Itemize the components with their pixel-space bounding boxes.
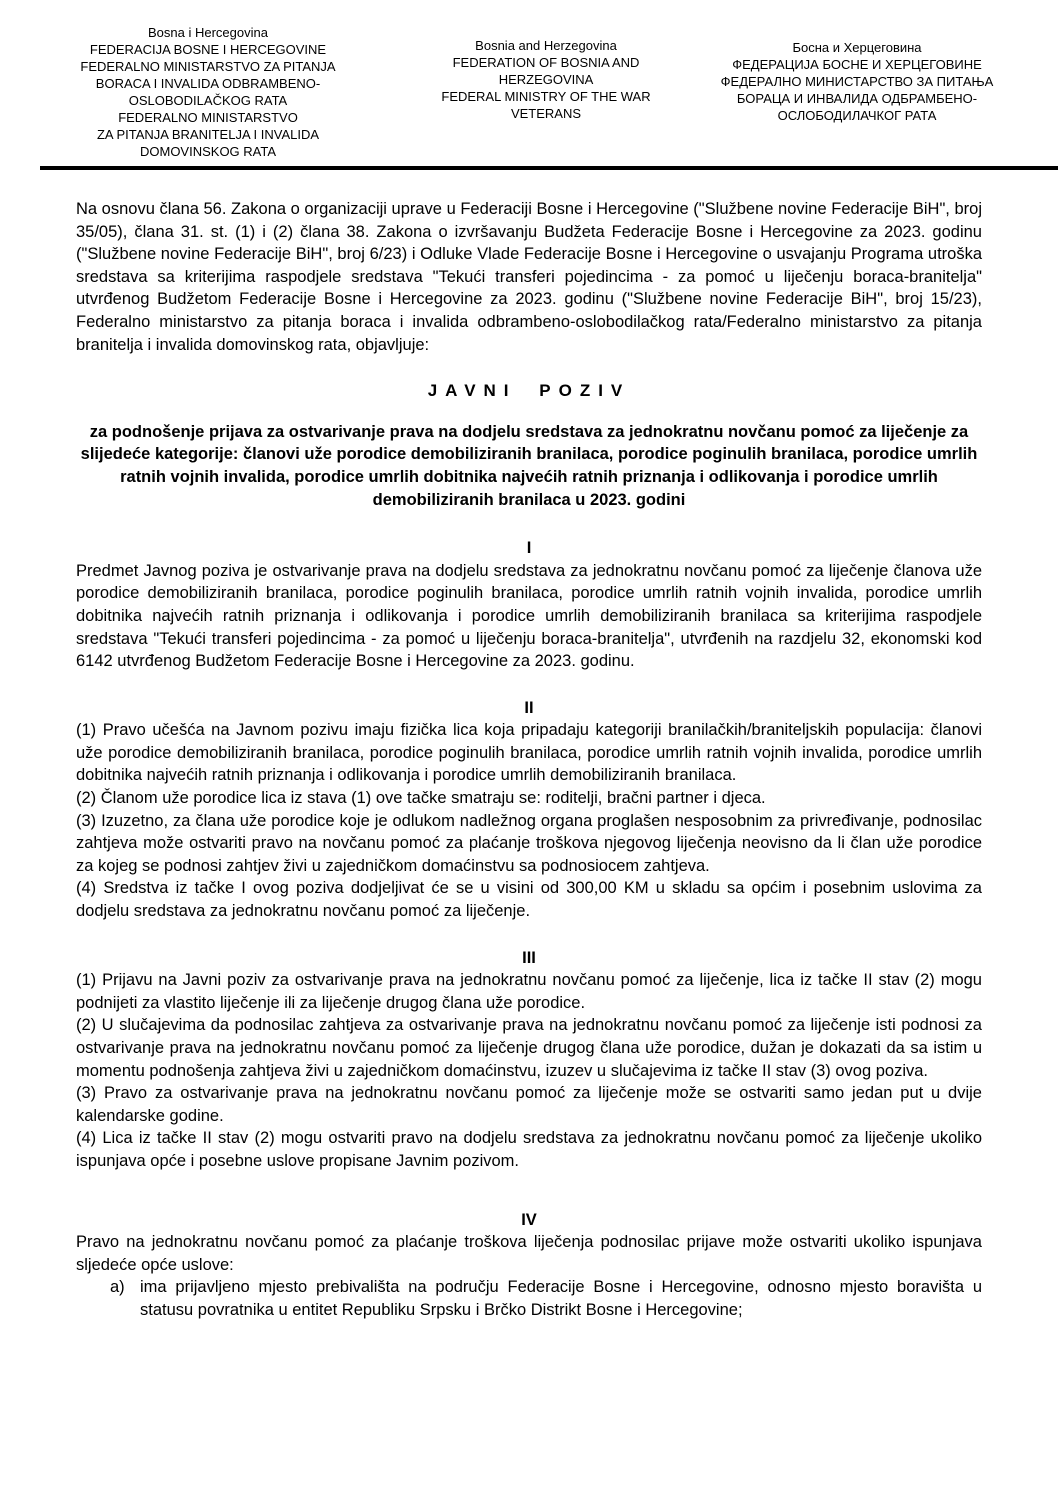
section-4-paragraph-1: Pravo na jednokratnu novčanu pomoć za plaćanje troškova liječenja podnosilac prijave može ostvariti ukoliko ispunjava sljedeće opće uslove: xyxy=(76,1233,982,1274)
letterhead-bosnian-line: FEDERALNO MINISTARSTVO ZA PITANJA xyxy=(80,59,336,74)
letterhead-english-line: FEDERAL MINISTRY OF THE WAR xyxy=(441,89,651,104)
letterhead-bosnian-line: FEDERALNO MINISTARSTVO xyxy=(118,110,298,125)
section-3-paragraph-3: (3) Pravo za ostvarivanje prava na jednokratnu novčanu pomoć za liječenje može se ostvariti samo jedan put u dvije kalendarske godine. xyxy=(76,1084,982,1125)
letterhead-bosnian-line: OSLOBODILAČKOG RATA xyxy=(128,93,288,108)
section-1-number: I xyxy=(526,539,532,558)
letterhead-bosnian-line: ZA PITANJA BRANITELJA I INVALIDA xyxy=(96,127,320,142)
section-4-number: IV xyxy=(521,1210,537,1229)
letterhead-bosnian-line: BORACA I INVALIDA ODBRAMBENO- xyxy=(95,76,321,91)
section-3-paragraph-2: (2) U slučajevima da podnosilac zahtjeva za ostvarivanje prava na jednokratnu novčanu pomoć za liječenje isti podnosi za ostvarivanje prava na jednokratnu novčanu pomoć za liječenje drugog člana uže porodice, dužan je dokazati da sa istim u momentu podnošenja zahtjeva živi u zajedničkom domaćinstvu, izuzev u slučajevima iz tačke II stav (3) ovog poziva. xyxy=(76,1016,982,1080)
section-3-number: III xyxy=(522,948,536,967)
letterhead-english-line: HERZEGOVINA xyxy=(498,72,594,87)
letterhead-english xyxy=(420,24,672,160)
section-3-paragraph-4: (4) Lica iz tačke II stav (2) mogu ostvariti pravo na dodjelu sredstava za jednokratnu novčanu pomoć za liječenje ukoliko ispunjava opće i posebne uslove propisane Javnim pozivom. xyxy=(76,1129,982,1170)
section-2-paragraph-3: (3) Izuzetno, za člana uže porodice koje je odlukom nadležnog organa proglašen nesposobnim za privređivanje, podnosilac zahtjeva može ostvariti pravo na novčanu pomoć za plaćanje troškova njegovog liječenja neovisno da li član uže porodice za kojeg se podnosi zahtjev živi u zajedničkom domaćinstvu sa podnosiocem zahtjeva. xyxy=(76,811,982,875)
section-1 xyxy=(76,537,982,673)
list-item-a-marker: a) xyxy=(110,1278,125,1297)
letterhead-english-line: FEDERATION OF BOSNIA AND xyxy=(452,55,640,70)
section-2 xyxy=(76,697,982,923)
section-2-number: II xyxy=(524,698,534,717)
letterhead-cyrillic-line: Босна и Херцеговина xyxy=(792,40,922,55)
letterhead-bosnian-line: DOMOVINSKOG RATA xyxy=(139,144,277,159)
letterhead-cyrillic xyxy=(696,24,1018,160)
section-2-paragraph-2: (2) Članom uže porodice lica iz stava (1) ove tačke smatraju se: roditelji, bračni partner i djeca. xyxy=(76,789,766,808)
letterhead-cyrillic-line: ОСЛОБОДИЛАЧКОГ РАТА xyxy=(777,108,937,123)
letterhead-bosnian-line: Bosna i Hercegovina xyxy=(148,25,268,40)
intro-paragraph: Na osnovu člana 56. Zakona o organizaciji uprave u Federaciji Bosne i Hercegovine ("Službene novine Federacije BiH", broj 35/05), člana 31. st. (1) i (2) člana 38. Zakona o izvršavanju Budžeta Federacije Bosne i Hercegovine za 2023. godinu ("Službene novine Federacije BiH", broj 6/23) i Odluke Vlade Federacije Bosne i Hercegovine o usvajanju Programa utroška sredstava sa kriterijima raspodjele sredstava "Tekući transferi pojedincima - za pomoć u liječenju boraca-branitelja" utvrđenog Budžetom Federacije Bosne i Hercegovine za 2023. godinu ("Službene novine Federacije BiH", broj 15/23), Federalno ministarstvo za pitanja boraca i invalida odbrambeno-oslobodilačkog rata/Federalno ministarstvo za pitanja branitelja i invalida domovinskog rata, objavljuje: xyxy=(76,200,982,354)
document-subtitle: za podnošenje prijava za ostvarivanje prava na dodjelu sredstava za jednokratnu novčanu pomoć za liječenje za slijedeće kategorije: članovi uže porodice demobiliziranih branilaca, porodice poginulih branilaca, porodice umrlih ratnih vojnih invalida, porodice umrlih dobitnika najvećih ratnih priznanja i odlikovanja i porodice umrlih demobiliziranih branilaca u 2023. godini xyxy=(80,422,978,509)
section-3-paragraph-1: (1) Prijavu na Javni poziv za ostvarivanje prava na jednokratnu novčanu pomoć za liječenje, lica iz tačke II stav (2) mogu podnijeti za vlastito liječenje ili za liječenje drugog člana uže porodice. xyxy=(76,971,982,1012)
header-divider xyxy=(40,166,1058,170)
list-item-a-text: ima prijavljeno mjesto prebivališta na području Federacije Bosne i Hercegovine, odnosno mjesto boravišta u statusu povratnika u entitet Republiku Srpsku i Brčko Distrikt Bosne i Hercegovine; xyxy=(140,1278,982,1319)
section-3 xyxy=(76,947,982,1173)
letterhead-cyrillic-line: ФЕДЕРАЦИЈА БОСНЕ И ХЕРЦЕГОВИНЕ xyxy=(732,57,982,72)
letterhead-english-line: Bosnia and Herzegovina xyxy=(475,38,617,53)
list-item-a xyxy=(76,1276,982,1321)
letterhead-cyrillic-line: ФЕДЕРАЛНО МИНИСТАРСТВО ЗА ПИТАЊА xyxy=(720,74,994,89)
section-2-paragraph-4: (4) Sredstva iz tačke I ovog poziva dodjeljivat će se u visini od 300,00 KM u skladu sa općim i posebnim uslovima za dodjelu sredstava za jednokratnu novčanu pomoć za liječenje. xyxy=(76,879,982,921)
letterhead-bosnian xyxy=(62,24,354,160)
letterhead-bosnian-line: FEDERACIJA BOSNE I HERCEGOVINE xyxy=(89,42,327,57)
section-4 xyxy=(76,1209,982,1322)
document-body xyxy=(0,198,1058,1322)
letterhead xyxy=(0,0,1058,160)
section-1-paragraph: Predmet Javnog poziva je ostvarivanje prava na dodjelu sredstava za jednokratnu novčanu pomoć za liječenje članova uže porodice demobiliziranih branilaca, porodice poginulih branilaca, porodice umrlih ratnih vojnih invalida, porodice umrlih dobitnika najvećih ratnih priznanja i odlikovanja i porodice umrlih demobiliziranih branilaca sa kriterijima raspodjele sredstava "Tekući transferi pojedincima - za pomoć u liječenju boraca-branitelja", utvrđenih na razdjelu 32, ekonomski kod 6142 utvrđenog Budžetom Federacije Bosne i Hercegovine za 2023. godinu. xyxy=(76,561,982,671)
letterhead-english-line: VETERANS xyxy=(510,106,582,121)
section-2-paragraph-1: (1) Pravo učešća na Javnom pozivu imaju fizička lica koja pripadaju kategoriji branilačkih/braniteljskih populacija: članovi uže porodice demobiliziranih branilaca, porodice poginulih branilaca, porodice umrlih ratnih vojnih invalida, porodice umrlih dobitnika najvećih ratnih priznanja i odlikovanja i porodice umrlih demobiliziranih branilaca. xyxy=(76,721,982,785)
document-title: JAVNI POZIV xyxy=(427,381,631,401)
letterhead-cyrillic-line: БОРАЦА И ИНВАЛИДА ОДБРАМБЕНО- xyxy=(736,91,978,106)
